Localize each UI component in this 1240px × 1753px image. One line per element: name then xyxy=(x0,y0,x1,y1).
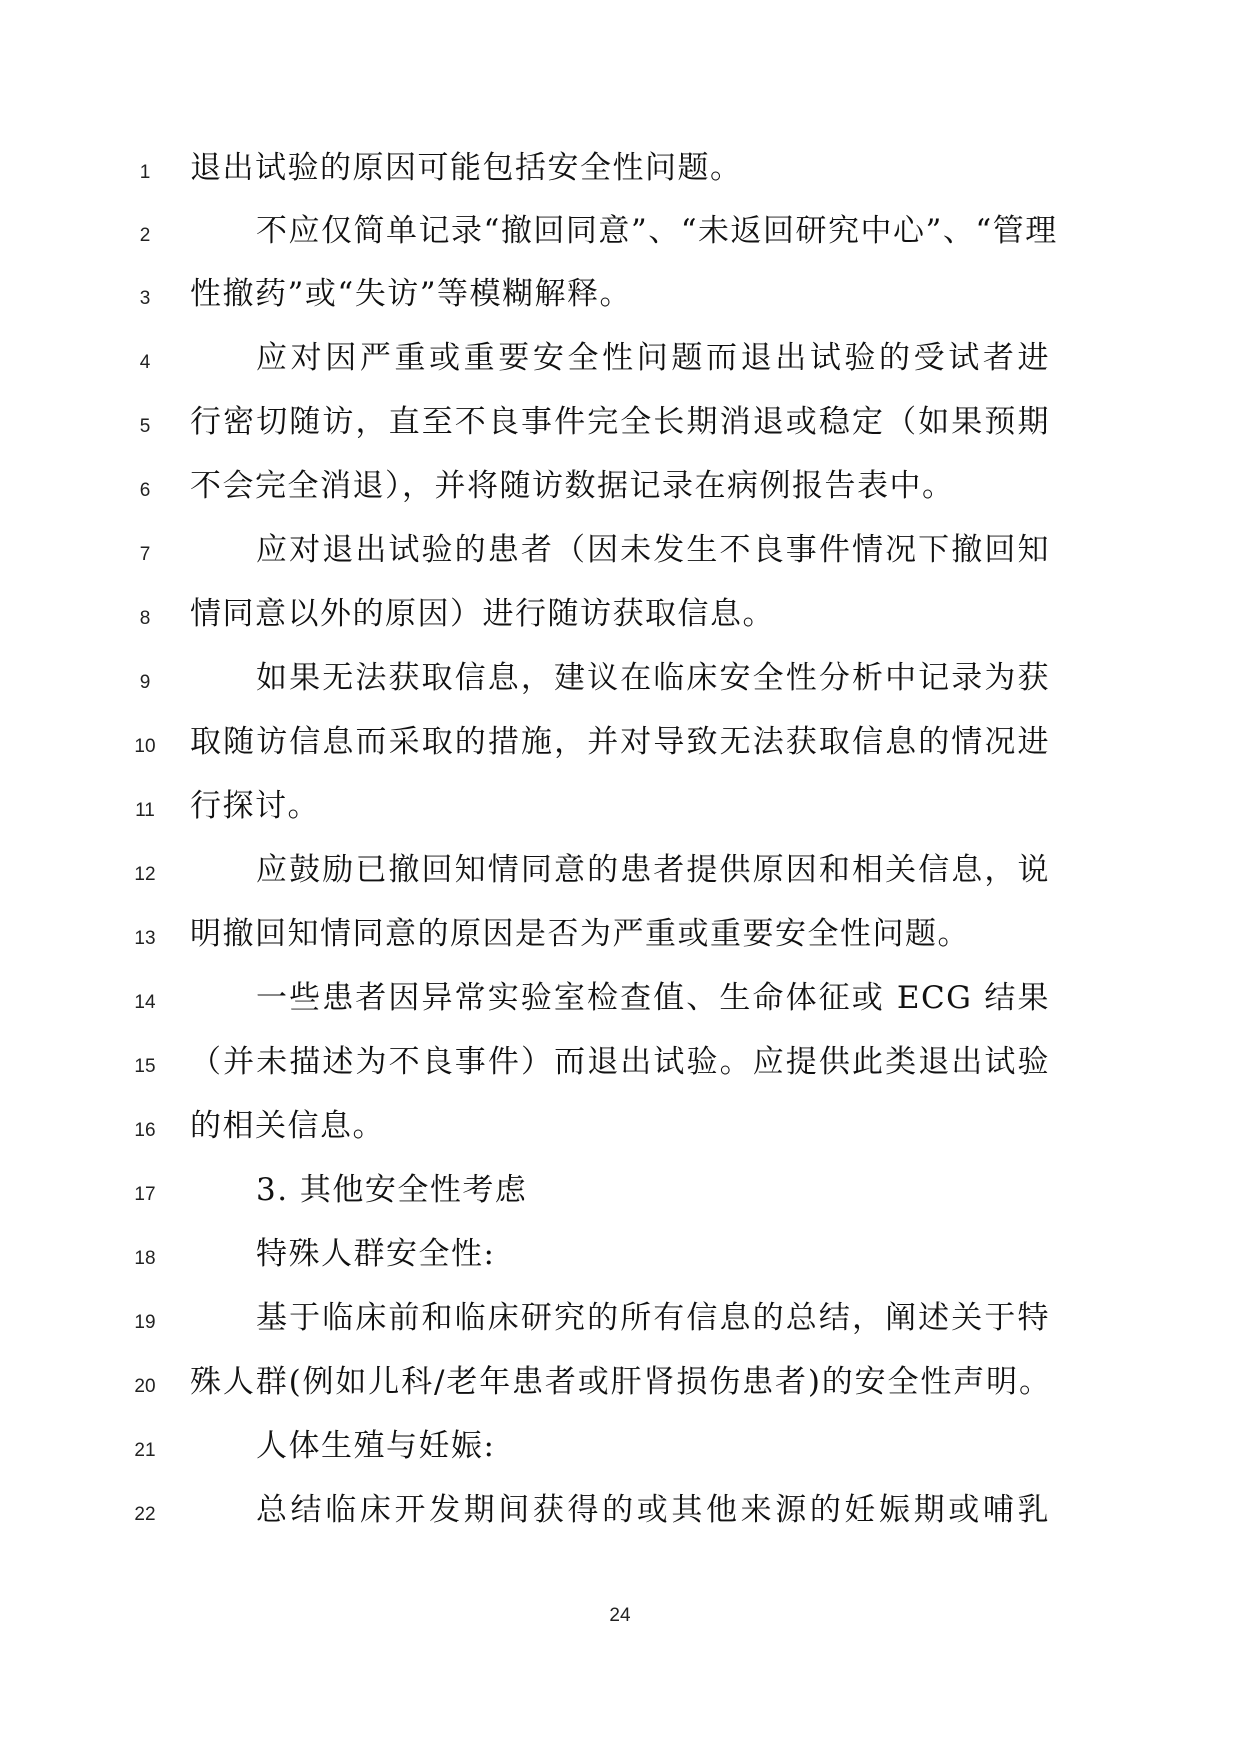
document-line xyxy=(0,402,1240,466)
line-number: 2 xyxy=(139,225,151,246)
line-text: 应鼓励已撤回知情同意的患者提供原因和相关信息，说 xyxy=(256,852,1050,888)
line-number: 3 xyxy=(139,288,151,309)
line-text: 不会完全消退），并将随访数据记录在病例报告表中。 xyxy=(190,468,955,504)
section-heading: 3. 其他安全性考虑 xyxy=(256,1172,528,1208)
line-text: 性撤药”或“失访”等模糊解释。 xyxy=(190,276,633,312)
document-line xyxy=(0,1106,1240,1170)
line-text: 一些患者因异常实验室检查值、生命体征或 ECG 结果 xyxy=(256,980,1050,1016)
document-line xyxy=(0,338,1240,402)
document-line xyxy=(0,1042,1240,1106)
line-number: 11 xyxy=(135,800,155,821)
document-line xyxy=(0,1426,1240,1490)
document-line xyxy=(0,722,1240,786)
document-line xyxy=(0,211,1240,275)
line-number: 12 xyxy=(134,864,156,885)
line-number: 6 xyxy=(139,480,151,501)
document-line xyxy=(0,274,1240,338)
line-number: 13 xyxy=(134,928,156,949)
line-number: 15 xyxy=(134,1056,156,1077)
line-text: 总结临床开发期间获得的或其他来源的妊娠期或哺乳 xyxy=(256,1492,1050,1528)
line-number: 18 xyxy=(134,1248,156,1269)
line-number: 1 xyxy=(139,162,151,183)
document-line xyxy=(0,786,1240,850)
document-line xyxy=(0,658,1240,722)
line-number: 4 xyxy=(139,352,151,373)
line-number: 16 xyxy=(134,1120,156,1141)
line-text: 取随访信息而采取的措施，并对导致无法获取信息的情况进 xyxy=(190,724,1050,760)
line-text: 情同意以外的原因）进行随访获取信息。 xyxy=(190,596,775,632)
page-number: 24 xyxy=(609,1605,631,1626)
line-number: 22 xyxy=(134,1504,156,1525)
document-line xyxy=(0,1298,1240,1362)
document-line xyxy=(0,1490,1240,1554)
document-line xyxy=(0,1170,1240,1234)
line-text: 应对退出试验的患者（因未发生不良事件情况下撤回知 xyxy=(256,532,1050,568)
line-text: 行探讨。 xyxy=(190,788,320,824)
line-number: 7 xyxy=(139,544,151,565)
document-line xyxy=(0,594,1240,658)
line-text: 行密切随访，直至不良事件完全长期消退或稳定（如果预期 xyxy=(190,404,1050,440)
line-number: 8 xyxy=(139,608,151,629)
subsection-heading: 特殊人群安全性: xyxy=(256,1236,496,1272)
document-line xyxy=(0,148,1240,212)
line-text: 的相关信息。 xyxy=(190,1108,385,1144)
line-text: 退出试验的原因可能包括安全性问题。 xyxy=(190,150,743,186)
line-text: 殊人群(例如儿科/老年患者或肝肾损伤患者)的安全性声明。 xyxy=(190,1364,1050,1400)
document-line xyxy=(0,466,1240,530)
line-number: 10 xyxy=(134,736,156,757)
document-line xyxy=(0,1362,1240,1426)
document-line xyxy=(0,978,1240,1042)
document-line xyxy=(0,530,1240,594)
line-number: 17 xyxy=(134,1184,156,1205)
line-number: 20 xyxy=(134,1376,156,1397)
line-text: 不应仅简单记录“撤回同意”、“未返回研究中心”、“管理 xyxy=(256,213,1058,249)
line-number: 5 xyxy=(139,416,151,437)
line-text: （并未描述为不良事件）而退出试验。应提供此类退出试验 xyxy=(190,1044,1050,1080)
line-text: 如果无法获取信息，建议在临床安全性分析中记录为获 xyxy=(256,660,1050,696)
line-number: 21 xyxy=(134,1440,156,1461)
line-text: 基于临床前和临床研究的所有信息的总结，阐述关于特 xyxy=(256,1300,1050,1336)
line-text: 应对因严重或重要安全性问题而退出试验的受试者进 xyxy=(256,340,1050,376)
document-line xyxy=(0,914,1240,978)
document-line xyxy=(0,1234,1240,1298)
line-number: 9 xyxy=(139,672,151,693)
subsection-heading: 人体生殖与妊娠: xyxy=(256,1428,496,1464)
document-line xyxy=(0,850,1240,914)
line-text: 明撤回知情同意的原因是否为严重或重要安全性问题。 xyxy=(190,916,970,952)
line-number: 14 xyxy=(134,992,156,1013)
line-number: 19 xyxy=(134,1312,156,1333)
